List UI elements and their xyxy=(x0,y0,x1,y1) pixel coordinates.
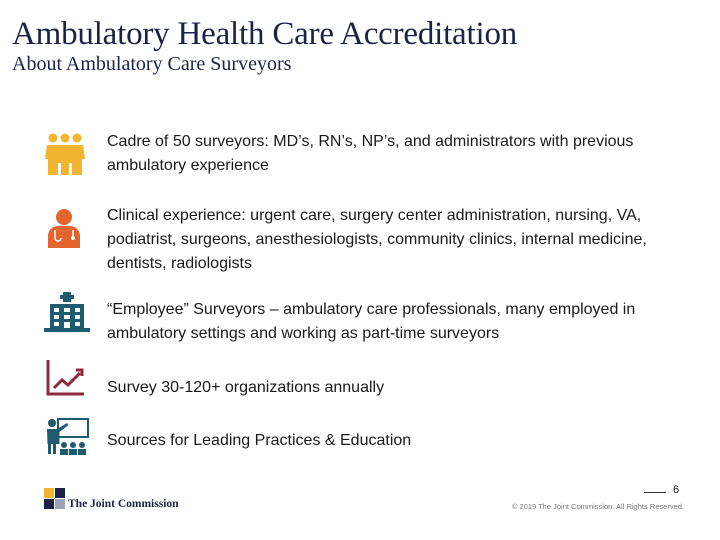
page-number: 6 xyxy=(673,484,680,496)
presenter-icon xyxy=(44,417,92,464)
copyright-notice: © 2019 The Joint Commission. All Rights Reserved. xyxy=(511,502,684,511)
group-of-people-icon xyxy=(44,132,100,181)
joint-commission-logo-icon xyxy=(44,488,68,517)
bullet-text: Cadre of 50 surveyors: MD’s, RN’s, NP’s, and administrators with previous ambulatory experience xyxy=(107,133,634,174)
bullet-text: “Employee” Surveyors – ambulatory care professionals, many employed in ambulatory settings and working as part-time surveyors xyxy=(107,301,636,342)
trend-chart-icon xyxy=(44,358,86,403)
page-subtitle: About Ambulatory Care Surveyors xyxy=(12,53,292,75)
page-title: Ambulatory Health Care Accreditation xyxy=(12,16,518,52)
logo-text: The Joint Commission xyxy=(68,498,179,510)
bullet-text: Survey 30-120+ organizations annually xyxy=(107,379,385,396)
page-number-rule xyxy=(644,492,666,493)
clinician-icon xyxy=(44,208,84,255)
hospital-building-icon xyxy=(44,292,90,337)
bullet-text: Clinical experience: urgent care, surgery center administration, nursing, VA, podiatrist, surgeons, anesthesiologists, community clinics, internal medicine, dentists, radiologists xyxy=(107,207,647,272)
bullet-text: Sources for Leading Practices & Education xyxy=(107,432,412,449)
